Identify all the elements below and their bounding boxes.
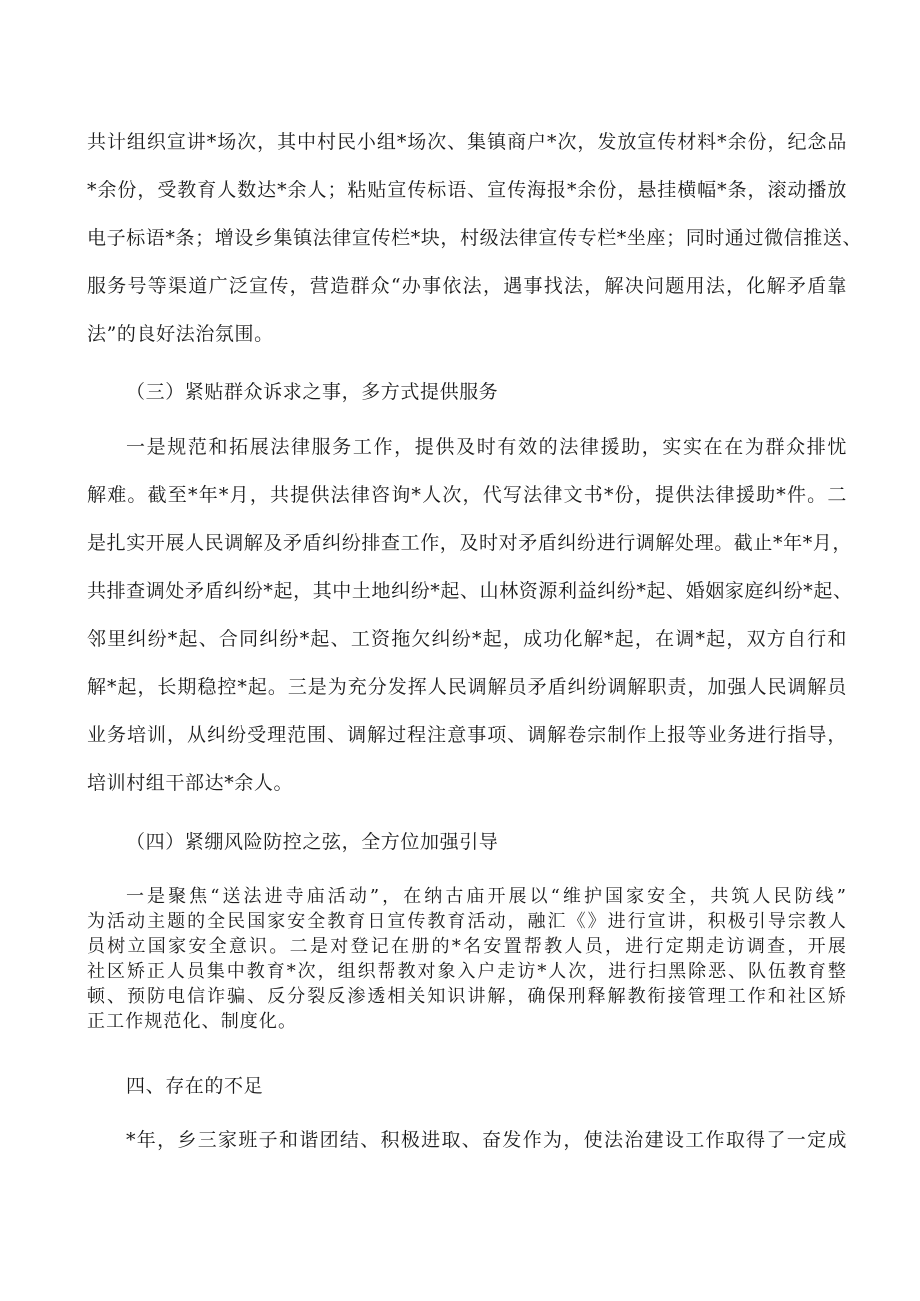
paragraph-1-line-4: 服务号等渠道广泛宣传，营造群众“办事依法，遇事找法，解决问题用法，化解矛盾靠	[87, 275, 847, 297]
paragraph-2-line-3: 是扎实开展人民调解及矛盾纠纷排查工作，及时对矛盾纠纷进行调解处理。截止*年*月，	[87, 532, 853, 554]
section-heading-4: （四）紧绷风险防控之弦，全方位加强引导	[126, 831, 499, 853]
paragraph-3-line-1: 一是聚焦“送法进寺庙活动”，在纳古庙开展以“维护国家安全，共筑人民防线”	[126, 886, 847, 907]
paragraph-2-line-4: 共排查调处矛盾纠纷*起，其中土地纠纷*起、山林资源利益纠纷*起、婚姻家庭纠纷*起、	[87, 580, 853, 602]
section-title-4: 四、存在的不足	[126, 1075, 264, 1097]
paragraph-2-line-7: 业务培训，从纠纷受理范围、调解过程注意事项、调解卷宗制作上报等业务进行指导，	[87, 724, 847, 746]
paragraph-2-line-5: 邻里纠纷*起、合同纠纷*起、工资拖欠纠纷*起，成功化解*起，在调*起，双方自行和	[87, 628, 847, 650]
paragraph-3-line-6: 正工作规范化、制度化。	[87, 1011, 298, 1032]
paragraph-3-line-4: 社区矫正人员集中教育*次，组织帮教对象入户走访*人次，进行扫黑除恶、队伍教育整	[87, 961, 847, 982]
paragraph-3-line-3: 员树立国家安全意识。二是对登记在册的*名安置帮教人员，进行定期走访调查，开展	[87, 936, 847, 957]
paragraph-2-line-8: 培训村组干部达*余人。	[87, 772, 294, 794]
section-heading-3: （三）紧贴群众诉求之事，多方式提供服务	[126, 381, 499, 403]
paragraph-1-line-3: 电子标语*条；增设乡集镇法律宣传栏*块，村级法律宣传专栏*坐座；同时通过微信推送、	[87, 227, 863, 249]
paragraph-1-line-2: *余份，受教育人数达*余人；粘贴宣传标语、宣传海报*余份，悬挂横幅*条，滚动播放	[87, 179, 847, 201]
paragraph-4-line-1: *年，乡三家班子和谐团结、积极进取、奋发作为，使法治建设工作取得了一定成	[126, 1129, 847, 1151]
paragraph-1-line-1: 共计组织宣讲*场次，其中村民小组*场次、集镇商户*次，发放宣传材料*余份，纪念品	[87, 131, 847, 153]
paragraph-2-line-1: 一是规范和拓展法律服务工作，提供及时有效的法律援助，实实在在为群众排忧	[126, 436, 847, 458]
paragraph-2-line-6: 解*起，长期稳控*起。三是为充分发挥人民调解员矛盾纠纷调解职责，加强人民调解员	[87, 676, 847, 698]
paragraph-2-line-2: 解难。截至*年*月，共提供法律咨询*人次，代写法律文书*份，提供法律援助*件。二	[87, 484, 847, 506]
paragraph-1-line-5: 法”的良好法治氛围。	[87, 323, 274, 345]
paragraph-3-line-5: 顿、预防电信诈骗、反分裂反渗透相关知识讲解，确保刑释解教衔接管理工作和社区矫	[87, 986, 847, 1007]
paragraph-3-line-2: 为活动主题的全民国家安全教育日宣传教育活动，融汇《》进行宣讲，积极引导宗教人	[87, 911, 847, 932]
